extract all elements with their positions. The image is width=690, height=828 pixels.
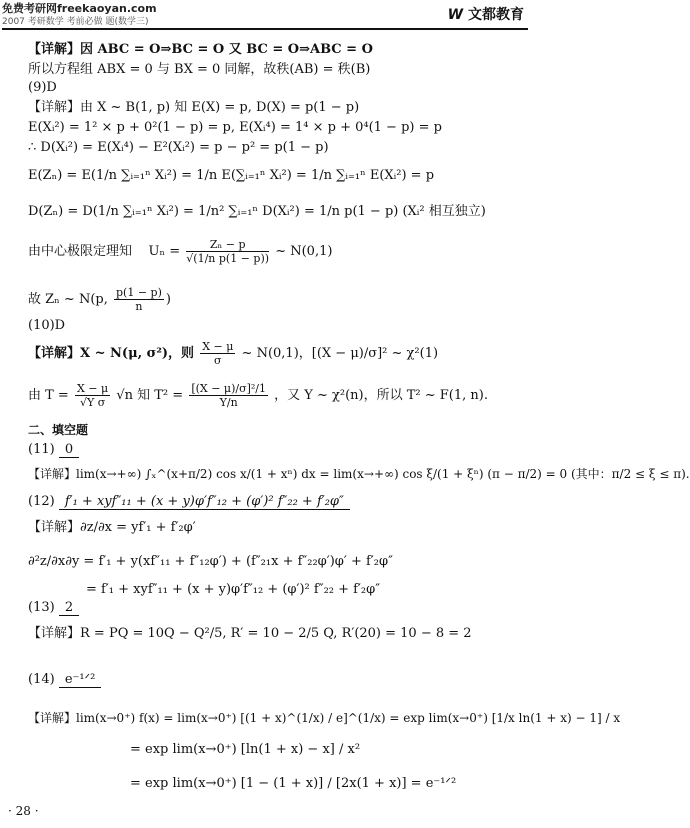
section-heading: 二、填空题 [28, 423, 89, 437]
question-answer [28, 672, 101, 688]
denominator: σ [214, 354, 222, 367]
numerator: p(1 − p) [116, 286, 162, 299]
formula-line: = f′₁ + xyf″₁₁ + (x + y)φ′f″₁₂ + (φ′)² f″₂₂ + f′₂φ″ [86, 582, 381, 597]
answer-blank: 2 [59, 600, 79, 616]
text-run: ，又 Y ~ χ²(n)，所以 T² ~ F(1, n). [274, 388, 488, 403]
text-run: Uₙ = [148, 244, 181, 259]
text-run: 由中心极限定理知 [28, 244, 133, 259]
answer-blank: 0 [59, 442, 79, 458]
brand-mark-icon: W [447, 7, 464, 23]
numerator: X − μ [202, 340, 234, 353]
numerator: Zₙ − p [186, 238, 269, 252]
formula-line [28, 340, 438, 367]
question-answer [28, 442, 79, 458]
answer-blank: e⁻¹ᐟ² [59, 672, 101, 688]
formula-line: 【详解】lim(x→+∞) ∫ₓ^(x+π/2) cos x/(1 + xⁿ) dx = lim(x→+∞) cos ξ/(1 + ξⁿ) (π − π/2) = 0 (其中：π/2 ≤ ξ ≤ π). [28, 467, 690, 481]
formula-line: = exp lim(x→0⁺) [ln(1 + x) − x] / x² [130, 742, 361, 757]
site-watermark [2, 0, 157, 27]
fraction [186, 238, 269, 265]
question-answer [28, 600, 79, 616]
page-header [0, 0, 530, 28]
header-rule [2, 28, 528, 30]
denominator: √Y σ [79, 396, 106, 409]
question-number: (13) [28, 600, 55, 615]
formula-line: D(Zₙ) = D(1/n ∑ᵢ₌₁ⁿ Xᵢ²) = 1/n² ∑ᵢ₌₁ⁿ D(Xᵢ²) = 1/n p(1 − p) (Xᵢ² 相互独立) [28, 204, 486, 219]
text-run: √n 知 T² = [116, 388, 184, 403]
header-subtitle: 2007 考研数学 考前必做 题(数学三) [2, 17, 149, 27]
text-run: ~ N(0,1) [275, 244, 333, 259]
text-run: ~ N(0,1)，[(X − μ)/σ]² ~ χ²(1) [241, 346, 439, 361]
formula-line: 【详解】∂z/∂x = yf′₁ + f′₂φ′ [28, 520, 196, 535]
formula-line [28, 238, 332, 265]
numerator: [(X − μ)/σ]²/1 [191, 382, 266, 395]
formula-line: E(Zₙ) = E(1/n ∑ᵢ₌₁ⁿ Xᵢ²) = 1/n E(∑ᵢ₌₁ⁿ Xᵢ²) = 1/n ∑ᵢ₌₁ⁿ E(Xᵢ²) = p [28, 168, 435, 183]
text-run: 由 T = [28, 388, 69, 403]
brand-logo [448, 4, 524, 24]
fraction [114, 286, 164, 313]
formula-line: = exp lim(x→0⁺) [1 − (1 + x)] / [2x(1 + x)] = e⁻¹ᐟ² [130, 776, 457, 791]
question-answer: (10)D [28, 318, 66, 333]
question-number: (14) [28, 672, 55, 687]
question-number: (11) [28, 442, 55, 457]
formula-line: ∴ D(Xᵢ²) = E(Xᵢ⁴) − E²(Xᵢ²) = p − p² = p(1 − p) [28, 140, 329, 155]
formula-line: 【详解】R = PQ = 10Q − Q²/5, R′ = 10 − 2/5 Q, R′(20) = 10 − 8 = 2 [28, 626, 472, 641]
numerator: X − μ [76, 382, 109, 395]
formula-line: ∂²z/∂x∂y = f′₁ + y(xf″₁₁ + f″₁₂φ′) + (f″₂₁x + f″₂₂φ′)φ′ + f′₂φ″ [28, 554, 393, 569]
denominator: √(1/n p(1 − p)) [186, 252, 270, 265]
brand-name: 文都教育 [468, 7, 524, 23]
page-number: · 28 · [8, 804, 39, 818]
formula-line [28, 382, 488, 409]
formula-line: 【详解】lim(x→0⁺) f(x) = lim(x→0⁺) [(1 + x)^(1/x) / e]^(1/x) = exp lim(x→0⁺) [1/x ln(1 + x) − 1] / x [28, 711, 621, 725]
text-run: ) [165, 292, 171, 307]
text-run: 故 Zₙ ~ N(p, [28, 292, 108, 307]
solution-line: 【详解】由 X ~ B(1, p) 知 E(X) = p, D(X) = p(1 − p) [28, 100, 360, 115]
denominator: n [135, 300, 143, 313]
solution-line: 所以方程组 ABX = 0 与 BX = 0 同解，故秩(AB) = 秩(B) [28, 62, 371, 77]
formula-line: E(Xᵢ²) = 1² × p + 0²(1 − p) = p, E(Xᵢ⁴) = 1⁴ × p + 0⁴(1 − p) = p [28, 120, 442, 135]
fraction [75, 382, 110, 409]
formula-line [28, 286, 171, 313]
question-answer: (9)D [28, 80, 57, 95]
site-name: 免费考研网freekaoyan.com [2, 2, 157, 15]
fraction [200, 340, 235, 367]
question-number: (12) [28, 494, 55, 509]
text-run: 【详解】X ~ N(μ, σ²)，则 [28, 346, 195, 361]
question-answer [28, 494, 350, 510]
solution-line: 【详解】因 ABC = O⇒BC = O 又 BC = O⇒ABC = O [28, 42, 373, 57]
fraction [189, 382, 268, 409]
answer-blank: f′₁ + xyf″₁₁ + (x + y)φ′f″₁₂ + (φ′)² f″₂₂ + f′₂φ″ [59, 494, 350, 510]
denominator: Y/n [219, 396, 238, 409]
